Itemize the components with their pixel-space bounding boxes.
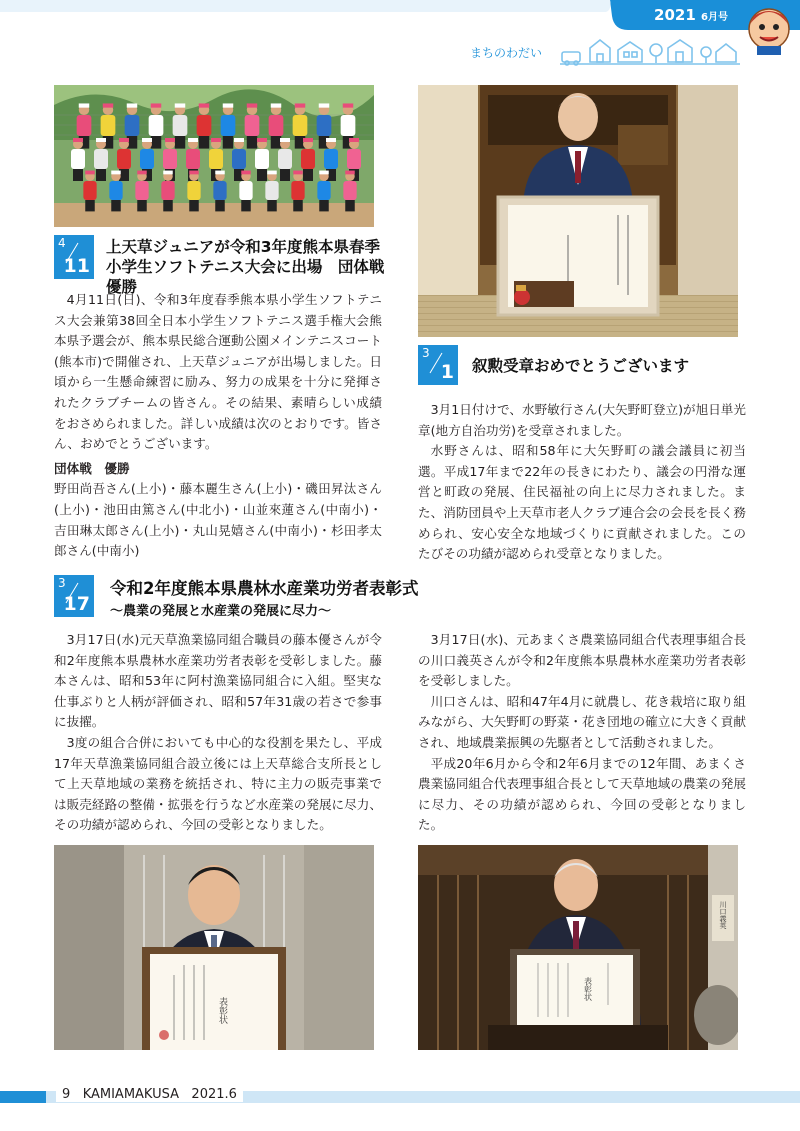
footer-accent-bar <box>0 1091 46 1103</box>
article-body-tennis <box>54 290 382 562</box>
mascot-character-icon <box>742 2 796 56</box>
town-illustration-icon <box>560 36 740 66</box>
footer-page-info <box>56 1087 243 1102</box>
date-badge-0317: 3 17 <box>54 575 94 617</box>
magazine-name: KAMIAMAKUSA <box>82 1087 180 1102</box>
date-badge-0411: 4 11 <box>54 235 94 279</box>
kawaguchi-award-photo <box>418 845 738 1050</box>
tennis-team-photo <box>54 85 374 227</box>
result-names: 野田尚吾さん(上小)・藤本麗生さん(上小)・磯田昇汰さん(上小)・池田由篤さん(中北小)・山並來蓮さん(中南小)・吉田琳太郎さん(上小)・丸山晃嬉さん(中南小)・杉田孝太郎さん(中南小) <box>54 481 382 559</box>
article-paragraph: 平成20年6月から令和2年6月までの12年間、あまくさ農業協同組合代表理事組合長として天草地域の農業の発展に尽力、その功績が認められ、今回の受彰となりました。 <box>418 755 746 833</box>
article-body-decoration <box>418 400 746 565</box>
certificate-heading: 表彰状 <box>583 977 593 1001</box>
article-title-tennis: 上天草ジュニアが令和3年度熊本県春季 小学生ソフトテニス大会に出場 団体戦優勝 <box>106 238 385 296</box>
article-paragraph: 3度の組合合併においても中心的な役割を果たし、平成17年天草漁業協同組合設立後には上天草総合支所長として上天草地域の業務を統括され、特に主力の販売事業では販売経路の整備・拡張を行うなど水産業の発展に尽力、その功績が認められ、今回の受彰となりました。 <box>54 734 382 833</box>
corner-title: まちのわだい <box>470 46 543 60</box>
article-paragraph: 4月11日(日)、令和3年度春季熊本県小学生ソフトテニス大会兼第38回全日本小学生ソフトテニス選手権大会熊本県予選会が、熊本県民総合運動公園メインテニスコート(熊本市)で開催され、上天草ジュニアが出場しました。日頃から一生懸命練習に励み、努力の成果を十分に発揮されたクラブチームの皆さん。その結果、素晴らしい成績をおさめられました。詳しい成績は次のとおりです。皆さん、おめでとうございます。 <box>54 292 382 452</box>
nameplate: 川口義英 <box>719 901 727 929</box>
article-body-award-left <box>54 630 382 836</box>
result-heading: 団体戦 優勝 <box>54 460 130 476</box>
date-badge-0301: 3 1 <box>418 345 458 385</box>
decoration-recipient-photo <box>418 85 738 337</box>
article-paragraph: 水野さんは、昭和58年に大矢野町の議会議員に初当選。平成17年まで22年の長きにわたり、議会の円滑な運営と町政の発展、住民福祉の向上に尽力されました。また、消防団員や上天草市老人クラブ連合会の会長を長く務められ、安心安全な地域づくりに貢献されました。このたびその功績が認められ受章となりました。 <box>418 443 746 562</box>
article-paragraph: 川口さんは、昭和47年4月に就農し、花き栽培に取り組みながら、大矢野町の野菜・花き団地の確立に大きく貢献され、地域農業振興の先駆者として活動されました。 <box>418 693 746 750</box>
article-title-award: 令和2年度熊本県農林水産業功労者表彰式 <box>110 579 419 598</box>
issue-date: 2021 6月号 <box>654 6 728 24</box>
article-paragraph: 3月17日(水)元天草漁業協同組合職員の藤本優さんが令和2年度熊本県農林水産業功労者表彰を受彰しました。藤本さんは、昭和53年に阿村漁業協同組合に入組。堅実な仕事ぶりと人柄が評価され、昭和57年31歳の若さで参事に抜擢。 <box>54 632 382 730</box>
certificate-heading: 表彰状 <box>217 997 227 1024</box>
article-subtitle-award: ～農業の発展と水産業の発展に尽力～ <box>110 604 332 619</box>
article-body-award-right <box>418 630 746 836</box>
page-number: 9 <box>62 1087 71 1102</box>
article-paragraph: 3月1日付けで、水野敏行さん(大矢野町登立)が旭日単光章(地方自治功労)を受章されました。 <box>418 402 746 438</box>
article-paragraph: 3月17日(水)、元あまくさ農業協同組合代表理事組合長の川口義英さんが令和2年度熊本県農林水産業功労者表彰を受彰しました。 <box>418 632 746 689</box>
article-title-decoration: 叙勲受章おめでとうございます <box>472 357 690 375</box>
fujimoto-award-photo <box>54 845 374 1050</box>
issue-number: 2021.6 <box>191 1087 237 1102</box>
